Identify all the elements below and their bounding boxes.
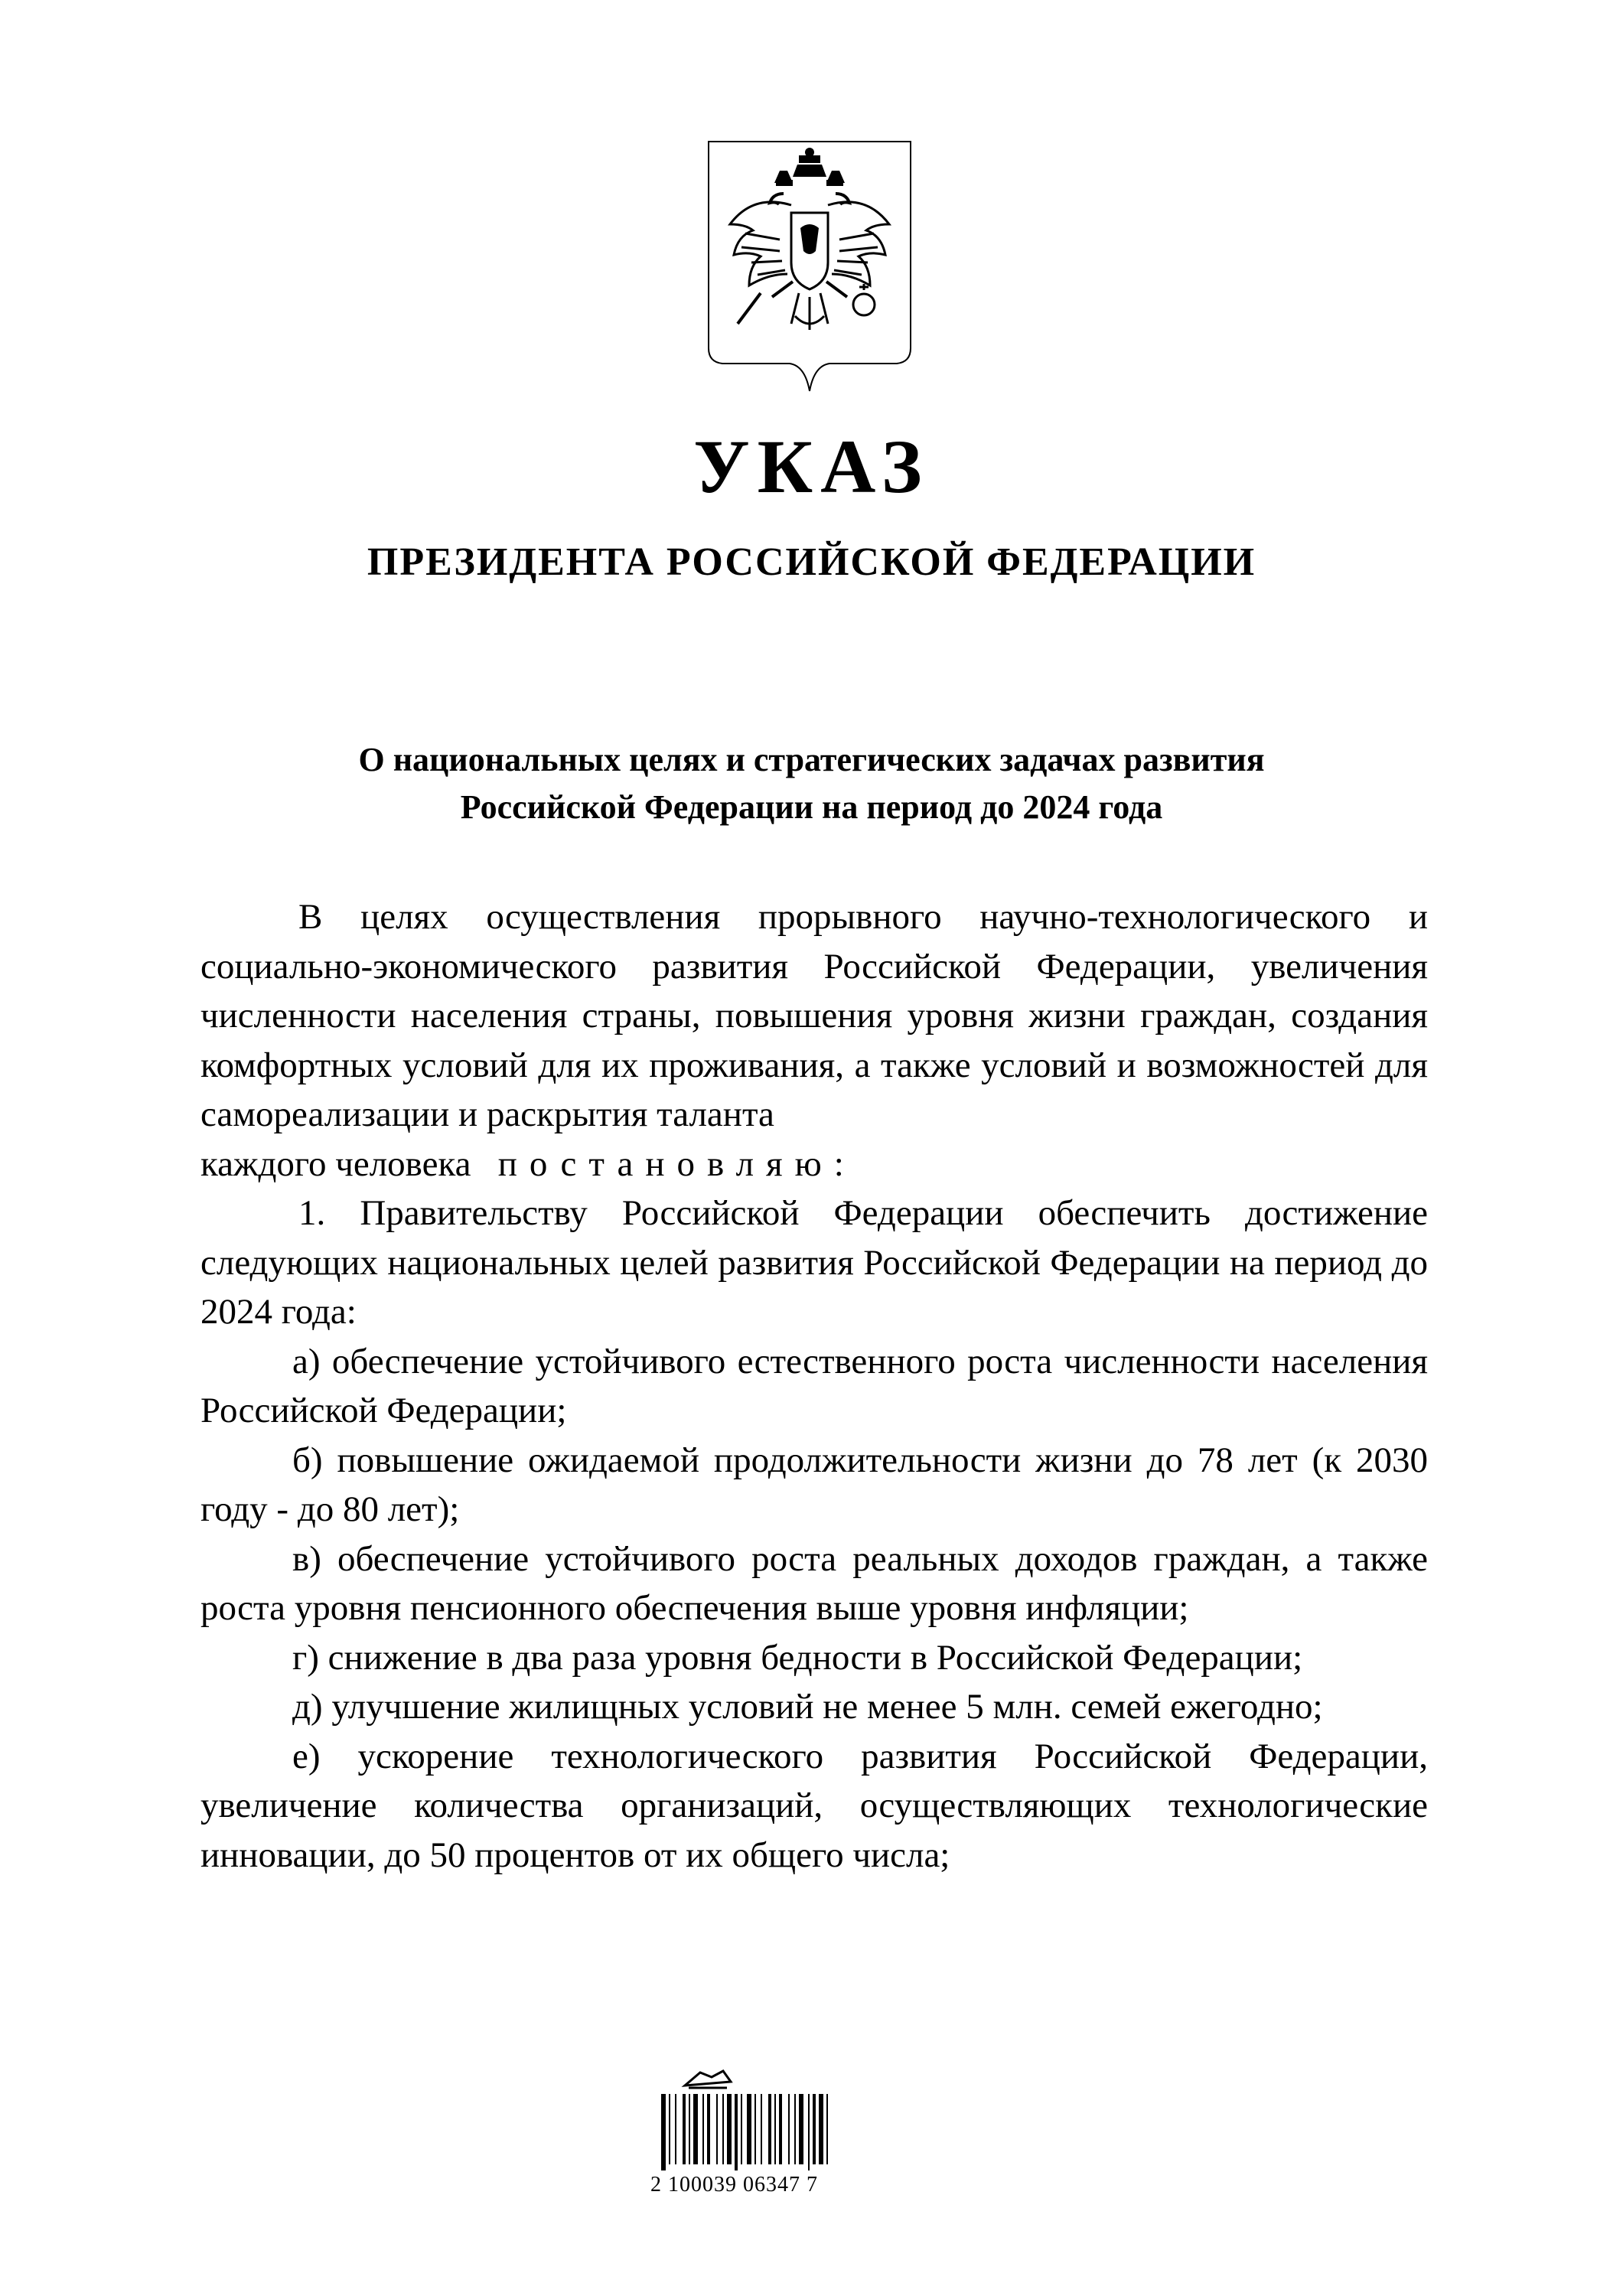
intro-paragraph xyxy=(200,892,1428,1140)
intro-tail: каждого человека xyxy=(200,1143,471,1184)
barcode-bar xyxy=(727,2094,732,2164)
barcode-bar xyxy=(741,2094,742,2164)
barcode-bar xyxy=(683,2094,686,2164)
barcode-bar xyxy=(747,2094,751,2164)
barcode-bar xyxy=(707,2094,710,2164)
barcode-bar xyxy=(788,2094,790,2164)
barcode-bar xyxy=(808,2094,810,2170)
barcode-bar xyxy=(675,2094,676,2164)
barcode xyxy=(650,2066,880,2219)
barcode-bar xyxy=(661,2094,666,2170)
intro-closing-line xyxy=(200,1140,1428,1189)
list-item: а) обеспечение устойчивого естественного роста численности населения Российской Федерации; xyxy=(200,1341,1428,1430)
barcode-bar xyxy=(689,2094,690,2164)
document-heading-line1: О национальных целях и стратегических задачах развития xyxy=(358,741,1265,778)
decree-word: постановляю: xyxy=(497,1143,856,1184)
barcode-bar xyxy=(693,2094,698,2164)
barcode-icon xyxy=(658,2094,865,2170)
barcode-bar xyxy=(774,2094,776,2164)
list-item: д) улучшение жилищных условий не менее 5 млн. семей ежегодно; xyxy=(292,1687,1323,1727)
barcode-bar xyxy=(768,2094,771,2164)
document-heading xyxy=(230,736,1393,831)
barcode-bar xyxy=(813,2094,816,2164)
barcode-bar xyxy=(702,2094,704,2164)
document-body xyxy=(200,892,1428,1880)
intro-text: В целях осуществления прорывного научно-технологического и социально-экономического развития Российской Федерации, увеличения численности населения страны, повышения уровня жизни граждан, создания комфортных условий для их проживания, а также условий и возможностей для самореализации и раскрытия таланта xyxy=(200,897,1428,1134)
barcode-bar xyxy=(761,2094,762,2164)
barcode-bar xyxy=(754,2094,756,2164)
barcode-bar xyxy=(735,2094,738,2170)
list-item: б) повышение ожидаемой продолжительности жизни до 78 лет (к 2030 году - до 80 лет); xyxy=(200,1440,1428,1529)
barcode-bar xyxy=(779,2094,782,2164)
barcode-bar xyxy=(799,2094,803,2164)
list-item: е) ускорение технологического развития Российской Федерации, увеличение количества организаций, осуществляющих технологические инновации, до 50 процентов от их общего числа; xyxy=(200,1736,1428,1875)
barcode-bar xyxy=(794,2094,796,2164)
barcode-bar xyxy=(819,2094,823,2164)
barcode-number: 2 100039 06347 7 xyxy=(650,2173,818,2197)
page-subtitle: ПРЕЗИДЕНТА РОССИЙСКОЙ ФЕДЕРАЦИИ xyxy=(367,540,1256,584)
barcode-bar xyxy=(669,2094,670,2164)
barcode-bar xyxy=(716,2094,718,2164)
document-heading-line2: Российской Федерации на период до 2024 года xyxy=(460,788,1163,826)
clause-1: 1. Правительству Российской Федерации обеспечить достижение следующих национальных целей развития Российской Федерации на период до 2024 года: xyxy=(200,1193,1428,1332)
barcode-bar xyxy=(826,2094,828,2164)
printer-mark-icon xyxy=(681,2066,735,2089)
list-item: г) снижение в два раза уровня бедности в Российской Федерации; xyxy=(292,1637,1303,1678)
page-title: УКАЗ xyxy=(693,424,930,509)
double-headed-eagle-emblem-icon xyxy=(707,140,912,393)
barcode-bar xyxy=(722,2094,724,2164)
list-item: в) обеспечение устойчивого роста реальных доходов граждан, а также роста уровня пенсионного обеспечения выше уровня инфляции; xyxy=(200,1538,1428,1628)
